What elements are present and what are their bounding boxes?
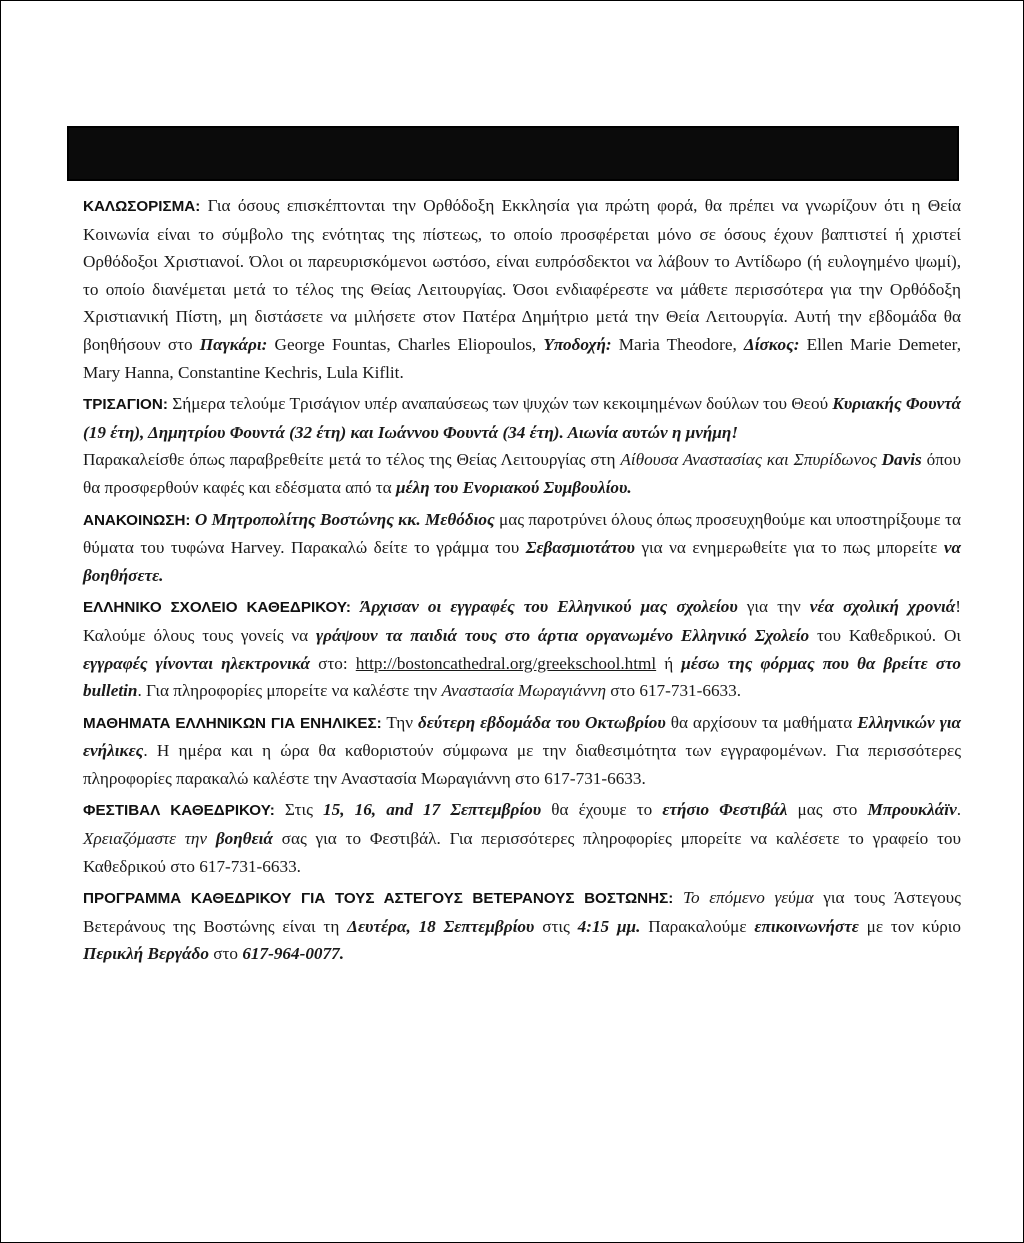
festival-text-2: μας στο [787, 800, 868, 820]
festival-text-1: θα έχουμε το [541, 800, 663, 820]
greek-school-text-7: στο 617-731-6633. [605, 681, 742, 701]
trisagion-names: Κυριακής Φουντά (19 έτη), Δημητρίου Φουντά (32 έτη) και Ιωάννου Φουντά (34 έτη). Αιωνία αυτών η μνήμη! [83, 394, 962, 442]
contact-word: επικοινωνήστε [754, 916, 859, 936]
greek-for-adults: Ελληνικών για ενήλικες [83, 712, 962, 761]
greek-school-link[interactable]: http://bostoncathedral.org/greekschool.html [355, 653, 657, 673]
welcome-text-3: Maria Theodore, [611, 334, 744, 354]
veterans-text-2: στις [534, 916, 578, 936]
announcement-label: ΑΝΑΚΟΙΝΩΣΗ: [83, 511, 191, 529]
greek-school-text-5: ή [656, 653, 682, 673]
ypodoxi-label: Υποδοχή: [543, 334, 612, 354]
welcome-paragraph [83, 192, 961, 386]
davis-name: Davis [881, 450, 922, 470]
greek-school-text-1: για την [737, 597, 810, 617]
greek-school-label: ΕΛΛΗΝΙΚΟ ΣΧΟΛΕΙΟ ΚΑΘΕΔΡΙΚΟΥ: [83, 599, 351, 617]
announcement-text-2: για να ενημερωθείτε για το πως μπορείτε [634, 538, 944, 558]
annual-festival: ετήσιο Φεστιβάλ [662, 800, 788, 820]
veterans-text-0 [673, 888, 683, 907]
festival-text-4 [207, 829, 216, 848]
enroll-text: γράψουν τα παιδιά τους στο άρτια οργανωμένο Ελληνικό Σχολείο [316, 625, 810, 645]
bulletin-form: μέσω της φόρμας που θα βρείτε στο bulletin [83, 653, 961, 701]
adult-lessons-label: ΜΑΘΗΜΑΤΑ ΕΛΛΗΝΙΚΩΝ ΓΙΑ ΕΝΗΛΙΚΕΣ: [83, 714, 382, 732]
adult-lessons-text-2: . Η ημέρα και η ώρα θα καθοριστούν σύμφωνα με την διαθεσιμότητα των εγγραφομένων. Για περισσότερες πληροφορίες παρακαλώ καλέστε την Αναστασία Μωραγιάννη στο 617-731-6633. [83, 741, 961, 788]
welcome-text-4: Ellen Marie Demeter, Mary Hanna, Constantine Kechris, Lula Kiflit. [83, 334, 961, 382]
trisagion-text-4: όπου θα προσφερθούν καφές και εδέσματα από τα [83, 450, 962, 497]
contact-name: Αναστασία Μωραγιάννη [441, 681, 606, 701]
veterans-label: ΠΡΟΓΡΑΜΜΑ ΚΑΘΕΔΡΙΚΟΥ ΓΙΑ ΤΟΥΣ ΑΣΤΕΓΟΥΣ ΒΕΤΕΡΑΝΟΥΣ ΒΟΣΤΩΝΗΣ: [83, 890, 674, 908]
contact-phone: 617-964-0077. [242, 944, 344, 964]
welcome-text-2: George Fountas, Charles Eliopoulos, [267, 334, 544, 354]
header-banner [67, 126, 959, 181]
school-year: νέα σχολική χρονιά [809, 597, 956, 617]
meal-date: Δευτέρα, 18 Σεπτεμβρίου [347, 916, 535, 936]
adult-lessons-text-0: Την [381, 712, 418, 732]
help-word: βοηθειά [215, 829, 273, 849]
veterans-text-5: στο [208, 944, 243, 964]
meal-time: 4:15 μμ. [577, 916, 641, 936]
sebasmiotatou: Σεβασμιοτάτου [525, 538, 635, 558]
diskos-label: Δίσκος: [743, 334, 800, 354]
greek-school-text-4: στο: [310, 653, 356, 673]
announcement-text-1: μας παροτρύνει όλους όπως προσευχηθούμε και υποστηρίξουμε τα θύματα του τυφώνα Harvey. Παρακαλώ δείτε το γράμμα του [83, 509, 962, 558]
greek-school-text-0 [351, 597, 360, 616]
trisagion-paragraph [83, 390, 961, 501]
veterans-text-3: Παρακαλούμε [640, 916, 755, 936]
welcome-text-1: Για όσους επισκέπτονται την Ορθόδοξη Εκκλησία για πρώτη φορά, θα πρέπει να γνωρίζουν ότι η Θεία Κοινωνία είναι το σύμβολο της ενότητας της πίστεως, το οποίο προσφέρεται μόνο σε όσους έχουν βαπτιστεί ή χριστεί Ορθόδοξοι Χριστιανοί. Όλοι οι παρευρισκόμενοι ωστόσο, είναι ευπρόσδεκτοι να λάβουν το Αντίδωρο (ή ευλογημένο ψωμί), το οποίο διανέμεται μετά το τέλος της Θείας Λειτουργίας. Όσοι ενδιαφέρεστε να μάθετε περισσότερα για την Ορθόδοξη Χριστιανική Πίστη, μη διστάσετε να μιλήσετε στον Πατέρα Δημήτριο μετά την Θεία Λειτουργία. Αυτή την εβδομάδα θα βοηθήσουν στο [83, 196, 961, 354]
welcome-label: ΚΑΛΩΣΟΡΙΣΜΑ: [83, 198, 201, 215]
registration-text: Άρχισαν οι εγγραφές του Ελληνικού μας σχολείου [359, 597, 738, 617]
metropolitan-name: Ο Μητροπολίτης Βοστώνης κκ. Μεθόδιος [194, 509, 495, 529]
greek-school-text-3: του Καθεδρικού. Οι [809, 625, 962, 645]
trisagion-label: ΤΡΙΣΑΓΙΟΝ: [83, 396, 168, 414]
need-text: Χρειαζόμαστε την [83, 829, 208, 849]
brookline: Μπρουκλάϊν [867, 800, 957, 820]
festival-dates: 15, 16, and 17 Σεπτεμβρίου [323, 800, 542, 820]
trisagion-text-2: Παρακαλείσθε όπως παραβρεθείτε μετά το τέλος της Θείας Λειτουργίας στη [83, 450, 621, 470]
festival-text-0: Στις [274, 800, 324, 820]
next-meal: Το επόμενο γεύμα [682, 888, 814, 908]
festival-label: ΦΕΣΤΙΒΑΛ ΚΑΘΕΔΡΙΚΟΥ: [83, 802, 275, 820]
hall-name: Αίθουσα Αναστασίας και Σπυρίδωνος [620, 450, 877, 470]
pangari-label: Παγκάρι: [199, 334, 268, 354]
greek-school-paragraph [83, 593, 961, 704]
council-name: μέλη του Ενοριακού Συμβουλίου. [395, 477, 632, 497]
announcements-body [83, 192, 961, 972]
adult-lessons-text-1: θα αρχίσουν τα μαθήματα [665, 712, 858, 732]
contact-person: Περικλή Βεργάδο [83, 944, 209, 964]
festival-text-5: σας για το Φεστιβάλ. Για περισσότερες πληροφορίες μπορείτε να καλέσετε το γραφείο του Καθεδρικού στο 617-731-6633. [83, 829, 961, 876]
veterans-text-4: με τον κύριο [858, 916, 962, 936]
trisagion-text-1: Σήμερα τελούμε Τρισάγιον υπέρ αναπαύσεως των ψυχών των κεκοιμημένων δούλων του Θεού [167, 394, 833, 414]
announcement-paragraph [83, 506, 961, 590]
help-text: να βοηθήσετε. [83, 538, 961, 585]
festival-paragraph [83, 796, 961, 880]
festival-text-3: . [956, 800, 961, 820]
veterans-paragraph [83, 884, 961, 968]
veterans-text-1: για τους Άστεγους Βετεράνους της Βοστώνης είναι τη [83, 888, 961, 936]
october-week: δεύτερη εβδομάδα του Οκτωβρίου [417, 712, 666, 732]
online-registration: εγγραφές γίνονται ηλεκτρονικά [83, 653, 311, 673]
adult-lessons-paragraph [83, 709, 961, 793]
greek-school-text-2: ! Καλούμε όλους τους γονείς να [83, 597, 962, 645]
greek-school-text-6: . Για πληροφορίες μπορείτε να καλέστε την [137, 681, 442, 701]
